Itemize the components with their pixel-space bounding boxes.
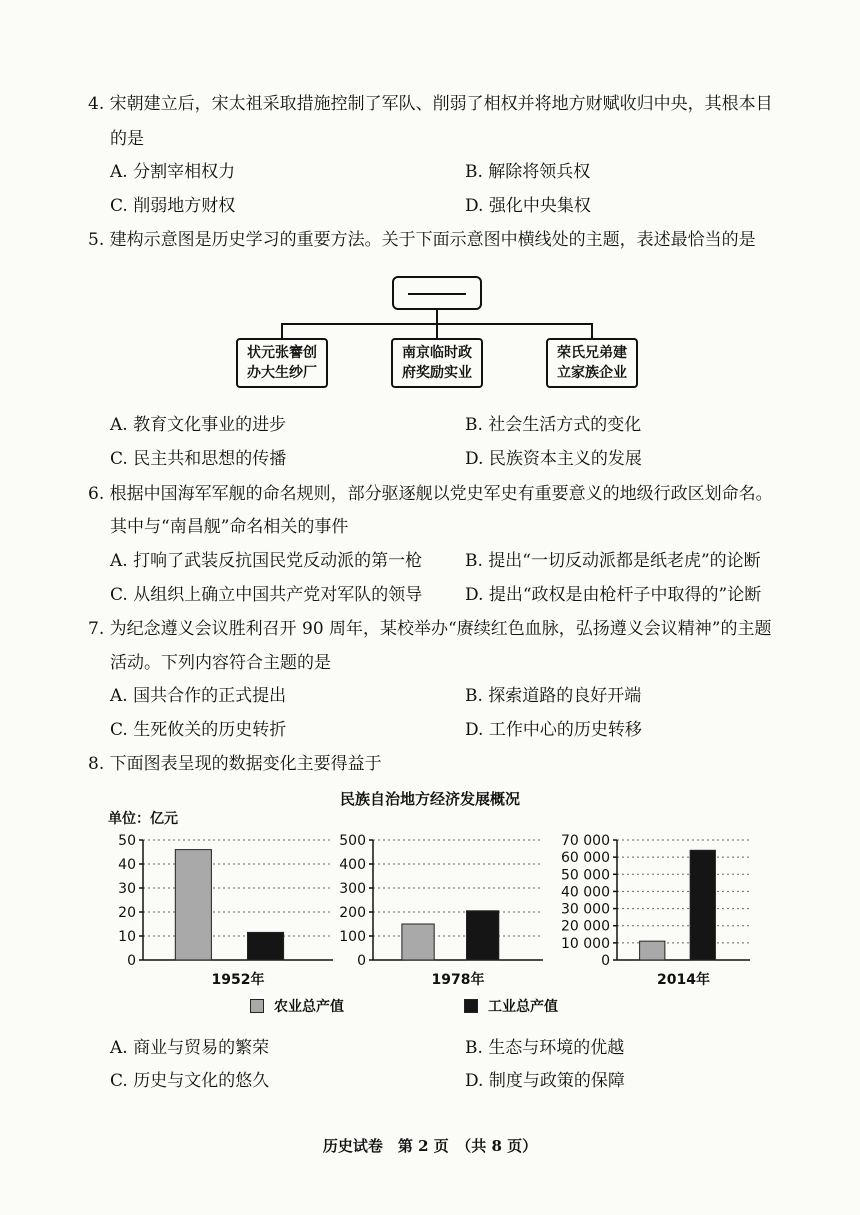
panel-1-tick-label-1: 10: [118, 929, 136, 945]
diagram-box-2-line2: 府奖励实业: [402, 365, 472, 381]
panel-2-tick-label-2: 200: [339, 905, 366, 921]
q5-option-d[interactable]: D. 民族资本主义的发展: [465, 449, 642, 469]
panel-1-tick-label-4: 40: [118, 857, 136, 873]
q4-option-a[interactable]: A. 分割宰相权力: [110, 162, 236, 182]
panel-3-tick-label-6: 60 000: [561, 850, 610, 867]
diagram-box-3-line2: 立家族企业: [557, 365, 627, 381]
panel-2-year-label: 1978年: [431, 972, 485, 988]
page-footer: 历史试卷 第 2 页 （共 8 页）: [322, 1137, 538, 1155]
q5-option-a[interactable]: A. 教育文化事业的进步: [110, 415, 287, 435]
q4-stem-line1: 4. 宋朝建立后，宋太祖采取措施控制了军队、削弱了相权并将地方财赋收归中央，其根本目: [88, 94, 773, 114]
q5-concept-diagram: [236, 272, 648, 392]
panel-1-tick-label-0: 0: [127, 953, 136, 969]
panel-3-tick-label-0: 0: [601, 953, 610, 969]
diagram-connector-middle: [436, 323, 438, 339]
q4-option-b[interactable]: B. 解除将领兵权: [465, 162, 591, 182]
diagram-connector-stem: [436, 310, 438, 324]
q5-option-c[interactable]: C. 民主共和思想的传播: [110, 449, 287, 469]
q8-option-a[interactable]: A. 商业与贸易的繁荣: [110, 1038, 270, 1058]
panel-1-tick-label-5: 50: [118, 833, 136, 849]
diagram-box-nanjing-gov: [391, 338, 483, 388]
q7-stem-line1: 7. 为纪念遵义会议胜利召开 90 周年，某校举办“赓续红色血脉，弘扬遵义会议精神”的主题: [88, 619, 772, 639]
panel-2-tick-label-0: 0: [357, 953, 366, 969]
q8-stem-line1: 8. 下面图表呈现的数据变化主要得益于: [88, 754, 382, 774]
q4-option-d[interactable]: D. 强化中央集权: [465, 196, 591, 216]
diagram-box-1-line2: 办大生纱厂: [247, 365, 317, 381]
panel-3-tick-label-3: 30 000: [561, 901, 610, 918]
q6-stem-line1: 6. 根据中国海军军舰的命名规则，部分驱逐舰以党史军史有重要意义的地级行政区划命名。: [88, 484, 773, 504]
q5-stem-line1: 5. 建构示意图是历史学习的重要方法。关于下面示意图中横线处的主题，表述最恰当的是: [88, 230, 756, 250]
panel-3-tick-label-4: 40 000: [561, 884, 610, 901]
q6-stem-line2: 其中与“南昌舰”命名相关的事件: [110, 517, 349, 537]
panel-2-tick-label-1: 100: [339, 929, 366, 945]
legend-swatch-industry: [464, 999, 478, 1013]
panel-2-tick-label-4: 400: [339, 857, 366, 873]
q6-option-b[interactable]: B. 提出“一切反动派都是纸老虎”的论断: [465, 551, 761, 571]
q5-option-b[interactable]: B. 社会生活方式的变化: [465, 415, 642, 435]
q4-stem-line2: 的是: [110, 129, 144, 149]
panel-2-tick-label-3: 300: [339, 881, 366, 897]
panel-1-bar-agriculture: [175, 850, 211, 960]
panel-2-bar-agriculture: [402, 924, 434, 960]
panel-1-tick-label-3: 30: [118, 881, 136, 897]
economic-bar-charts: [0, 820, 860, 992]
legend-label-industry: 工业总产值: [488, 999, 558, 1015]
q6-option-d[interactable]: D. 提出“政权是由枪杆子中取得的”论断: [465, 585, 762, 605]
panel-3-tick-label-7: 70 000: [561, 833, 610, 849]
diagram-blank-topic-box: [392, 276, 482, 310]
q7-stem-line2: 活动。下列内容符合主题的是: [110, 653, 331, 673]
panel-3-bar-industry: [690, 850, 715, 960]
panel-3-tick-label-1: 10 000: [561, 935, 610, 952]
panel-3-tick-label-5: 50 000: [561, 867, 610, 884]
panel-3-bar-agriculture: [640, 941, 665, 960]
diagram-connector-left: [281, 323, 283, 339]
q7-option-b[interactable]: B. 探索道路的良好开端: [465, 686, 642, 706]
legend-industry: [464, 996, 558, 1016]
q4-option-c[interactable]: C. 削弱地方财权: [110, 196, 236, 216]
legend-swatch-agriculture: [250, 999, 264, 1013]
diagram-box-1-line1: 状元张謇创: [247, 345, 317, 361]
q8-option-c[interactable]: C. 历史与文化的悠久: [110, 1071, 270, 1091]
diagram-box-2-line1: 南京临时政: [402, 345, 472, 361]
chart-unit-label: 单位：亿元: [108, 811, 178, 827]
panel-3-tick-label-2: 20 000: [561, 918, 610, 935]
diagram-box-zhang-jian: [236, 338, 328, 388]
panel-1-tick-label-2: 20: [118, 905, 136, 921]
panel-3-year-label: 2014年: [657, 972, 710, 988]
q7-option-a[interactable]: A. 国共合作的正式提出: [110, 686, 287, 706]
q8-option-b[interactable]: B. 生态与环境的优越: [465, 1038, 625, 1058]
panel-2-bar-industry: [467, 911, 499, 960]
q6-option-a[interactable]: A. 打响了武装反抗国民党反动派的第一枪: [110, 551, 423, 571]
chart-title: 民族自治地方经济发展概况: [339, 790, 520, 808]
q7-option-c[interactable]: C. 生死攸关的历史转折: [110, 720, 287, 740]
q8-option-d[interactable]: D. 制度与政策的保障: [465, 1071, 625, 1091]
panel-1-year-label: 1952年: [211, 972, 265, 988]
diagram-box-3-line1: 荣氏兄弟建: [557, 345, 627, 361]
legend-agriculture: [250, 996, 344, 1016]
diagram-box-rong-brothers: [546, 338, 638, 388]
diagram-connector-right: [591, 323, 593, 339]
blank-line: [408, 293, 466, 295]
q6-option-c[interactable]: C. 从组织上确立中国共产党对军队的领导: [110, 585, 423, 605]
panel-2-tick-label-5: 500: [339, 833, 366, 849]
panel-1-bar-industry: [248, 932, 284, 960]
legend-label-agriculture: 农业总产值: [274, 999, 344, 1015]
q7-option-d[interactable]: D. 工作中心的历史转移: [465, 720, 642, 740]
